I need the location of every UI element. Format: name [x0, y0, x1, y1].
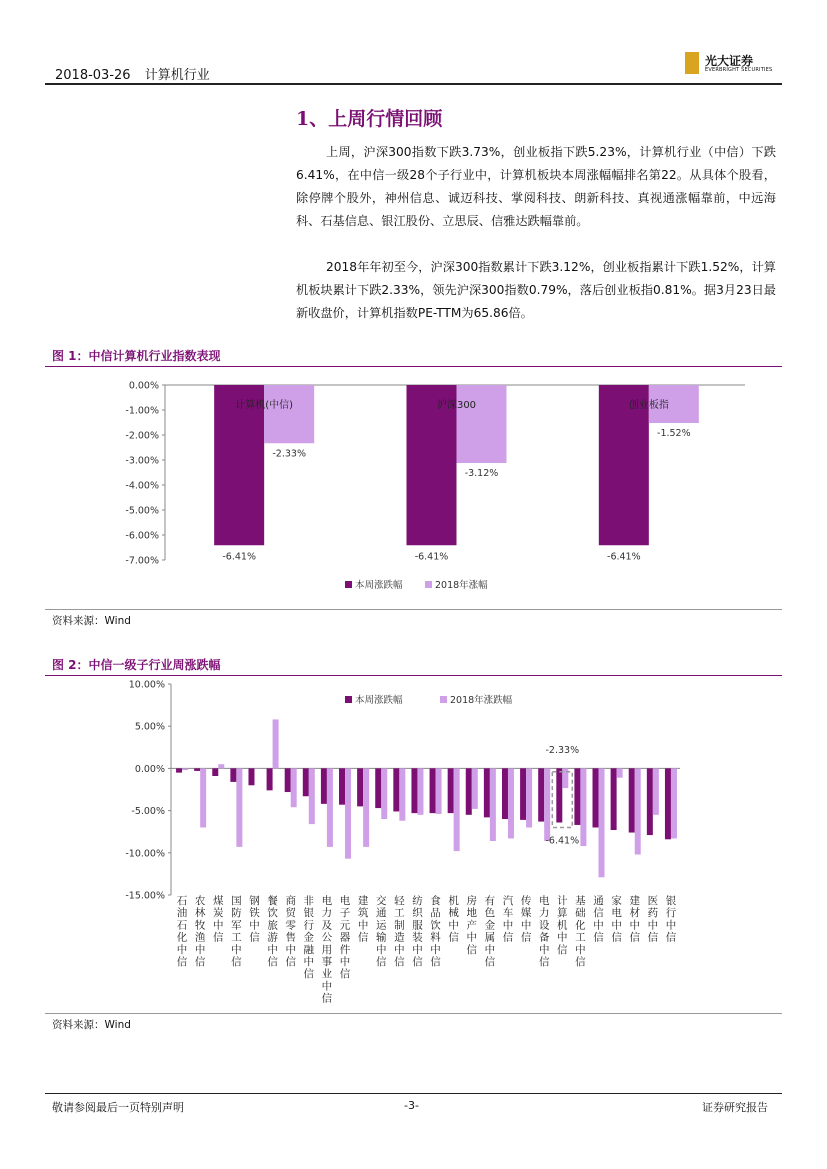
chart1-legend-swatch — [345, 581, 352, 588]
paragraph-2: 2018年年初至今，沪深300指数累计下跌3.12%，创业板指累计下跌1.52%，计算机板块累计下跌2.33%，领先沪深300指数0.79%，落后创业板指0.81%。据3月23日最新收盘价，计算机指数PE-TTM为65.86倍。 — [296, 260, 776, 320]
chart1-y-tick-label: -4.00% — [125, 480, 159, 492]
chart2-bar — [339, 768, 345, 804]
chart2-category-label: 通信中信 — [593, 895, 604, 944]
chart2-y-tick-label: -10.00% — [125, 848, 165, 860]
chart2-bar — [309, 768, 315, 824]
chart2-bar — [345, 768, 351, 858]
chart2-bar — [236, 768, 242, 846]
chart2-category-label: 房地产中信 — [466, 895, 478, 956]
chart2-bar — [617, 768, 623, 777]
chart2-category-label: 汽车中信 — [502, 895, 514, 944]
chart1-data-label: -6.41% — [222, 551, 256, 563]
chart2-bar — [182, 768, 188, 770]
chart2-bar — [399, 768, 405, 820]
chart2-category-label: 轻工制造中信 — [394, 895, 405, 968]
chart2-y-tick-label: 0.00% — [134, 763, 165, 775]
chart1-category-label: 创业板指 — [628, 400, 669, 411]
chart2-category-label: 石油石化中信 — [176, 895, 188, 968]
chart1-legend-label: 2018年涨幅 — [435, 580, 488, 591]
chart2-category-label: 传媒中信 — [520, 895, 532, 944]
chart1-y-tick-label: -5.00% — [125, 505, 159, 517]
chart2-category-label: 基础化工中信 — [575, 895, 586, 968]
chart2-bar — [502, 768, 508, 819]
chart2-category-label: 有色金属中信 — [484, 895, 496, 968]
chart2-bar — [611, 768, 617, 830]
chart1-data-label: -3.12% — [464, 468, 499, 479]
chart2-bar — [671, 768, 677, 838]
chart2-bar — [176, 768, 182, 772]
chart2-bar — [466, 768, 472, 814]
header-rule — [45, 83, 782, 85]
chart1-bar — [457, 385, 507, 463]
chart2-category-label: 计算机中信 — [557, 895, 568, 956]
chart2-bar — [357, 768, 363, 806]
chart2-category-label: 食品饮料中信 — [430, 895, 441, 968]
chart1-data-label: -1.52% — [657, 428, 691, 439]
chart2-bar — [194, 768, 200, 771]
chart1-y-tick-label: -1.00% — [125, 405, 159, 417]
chart2-bar — [254, 768, 260, 769]
chart2-annotation: -6.41% — [545, 835, 580, 847]
chart2-bar — [520, 768, 526, 819]
chart2-bar — [448, 768, 454, 813]
paragraph-1: 上周，沪深300指数下跌3.73%，创业板指下跌5.23%，计算机行业（中信）下跌6.41%，在中信一级28个子行业中，计算机板块本周涨幅幅排名第22。从具体个股看，除停牌个股外，神州信息、诚迈科技、掌阅科技、朗新科技、真视通涨幅靠前，中远海科、石基信息、银江股份、立思辰、信雅达跌幅靠前。 — [296, 145, 776, 228]
chart1-legend-label: 本周涨跌幅 — [355, 580, 403, 591]
figure2-rule — [45, 675, 782, 676]
chart2-bar — [484, 768, 490, 817]
chart2-bar — [417, 768, 423, 814]
chart2-y-tick-label: -15.00% — [125, 890, 165, 902]
chart2-bar — [544, 768, 550, 841]
chart1-data-label: -6.41% — [607, 551, 641, 563]
chart1-legend-swatch — [425, 581, 432, 588]
chart2-y-tick-label: 10.00% — [128, 679, 165, 691]
chart2-annotation: -2.33% — [545, 745, 580, 757]
chart2-bar — [218, 764, 224, 768]
chart2-bar — [230, 768, 236, 782]
chart2-bar — [327, 768, 333, 846]
chart2-bar — [393, 768, 399, 811]
figure2-title: 图 2：中信一级子行业周涨跌幅 — [52, 658, 221, 672]
chart1-data-label: -6.41% — [414, 551, 449, 563]
footer-rule — [45, 1093, 782, 1094]
chart2-bar — [472, 768, 478, 809]
chart2-legend-swatch — [440, 696, 447, 703]
chart2-category-label: 商贸零售中信 — [285, 895, 296, 968]
chart1-y-tick-label: -7.00% — [125, 555, 159, 567]
chart2-bar — [538, 768, 544, 821]
figure1-rule — [45, 366, 782, 367]
chart1-category-label: 计算机(中信) — [235, 400, 294, 411]
chart2-legend-label: 2018年涨跌幅 — [450, 695, 513, 706]
chart1-y-tick-label: -3.00% — [125, 455, 159, 467]
chart2-bar — [321, 768, 327, 803]
chart2-bar — [200, 768, 206, 827]
chart2-bar — [635, 768, 641, 854]
chart1-category-label: 沪深300 — [436, 400, 477, 411]
chart2-bar — [526, 768, 532, 827]
chart2-legend-swatch — [345, 696, 352, 703]
chart2-bar — [454, 768, 460, 851]
chart2-category-label: 农林牧渔中信 — [194, 895, 206, 968]
chart2-bar — [430, 768, 436, 813]
chart2-bar — [248, 768, 254, 785]
chart2-bar — [411, 768, 417, 813]
chart2-bar — [653, 768, 659, 814]
logo-mark-icon — [685, 52, 699, 74]
chart1-data-label: -2.33% — [272, 448, 306, 460]
chart2-category-label: 非银行金融中信 — [303, 895, 315, 981]
chart2-bar — [629, 768, 635, 832]
figure1-chart — [45, 368, 782, 608]
chart2-category-label: 建材中信 — [629, 895, 640, 944]
chart1-y-tick-label: -6.00% — [125, 530, 159, 542]
logo-cn-text: 光大证券 — [705, 54, 754, 68]
chart2-bar — [599, 768, 605, 877]
figure2-source-rule — [45, 1013, 782, 1014]
header-date: 2018-03-26 — [55, 68, 131, 83]
chart2-bar — [574, 768, 580, 825]
chart2-category-label: 建筑中信 — [357, 895, 369, 944]
chart2-category-label: 机械中信 — [448, 895, 459, 944]
header-date-industry — [55, 64, 210, 83]
chart2-legend-label: 本周涨跌幅 — [355, 695, 403, 706]
chart2-bar — [490, 768, 496, 841]
chart2-bar — [436, 768, 442, 814]
chart1-y-tick-label: -2.00% — [125, 430, 159, 442]
chart2-bar — [212, 768, 218, 776]
section-title: 1、上周行情回顾 — [296, 108, 443, 130]
chart2-bar — [593, 768, 599, 827]
chart2-category-label: 国防军工中信 — [231, 895, 242, 968]
header-industry: 计算机行业 — [144, 68, 210, 83]
chart2-bar — [381, 768, 387, 819]
chart2-category-label: 电子元器件中信 — [339, 895, 351, 981]
figure2-chart — [45, 677, 782, 1010]
footer-disclaimer: 敬请参阅最后一页特别声明 — [52, 1101, 184, 1114]
chart2-bar — [647, 768, 653, 835]
chart2-bar — [291, 768, 297, 807]
figure2-source: 资料来源：Wind — [52, 1019, 131, 1031]
chart2-bar — [273, 719, 279, 768]
figure1-title: 图 1：中信计算机行业指数表现 — [52, 349, 221, 363]
figure1-source: 资料来源：Wind — [52, 615, 131, 627]
chart2-category-label: 电力设备中信 — [538, 895, 550, 968]
chart2-category-label: 家电中信 — [611, 895, 622, 944]
chart2-y-tick-label: -5.00% — [131, 806, 165, 818]
chart2-category-label: 餐饮旅游中信 — [267, 895, 278, 968]
chart2-bar — [508, 768, 514, 838]
chart2-y-tick-label: 5.00% — [134, 721, 165, 733]
chart2-category-label: 银行中信 — [665, 895, 677, 944]
chart2-bar — [363, 768, 369, 846]
chart1-bar — [264, 385, 314, 443]
chart2-bar — [580, 768, 586, 846]
logo-en-text: EVERBRIGHT SECURITIES — [705, 67, 773, 73]
chart2-bar — [303, 768, 309, 796]
chart2-bar — [267, 768, 273, 790]
chart2-category-label: 电力及公用事业中信 — [321, 895, 333, 1005]
chart1-y-tick-label: 0.00% — [128, 380, 159, 392]
chart2-bar — [285, 768, 291, 792]
chart2-category-label: 纺织服装中信 — [412, 895, 423, 968]
chart2-category-label: 医药中信 — [647, 895, 659, 944]
chart2-category-label: 钢铁中信 — [249, 895, 260, 944]
chart2-bar — [665, 768, 671, 839]
footer-report-type: 证券研究报告 — [702, 1101, 768, 1114]
footer-page-number: -3- — [404, 1099, 419, 1112]
chart2-bar — [375, 768, 381, 808]
figure1-source-rule — [45, 609, 782, 610]
chart2-category-label: 煤炭中信 — [213, 895, 224, 944]
chart2-bar — [556, 768, 562, 822]
chart2-category-label: 交通运输中信 — [375, 895, 387, 968]
